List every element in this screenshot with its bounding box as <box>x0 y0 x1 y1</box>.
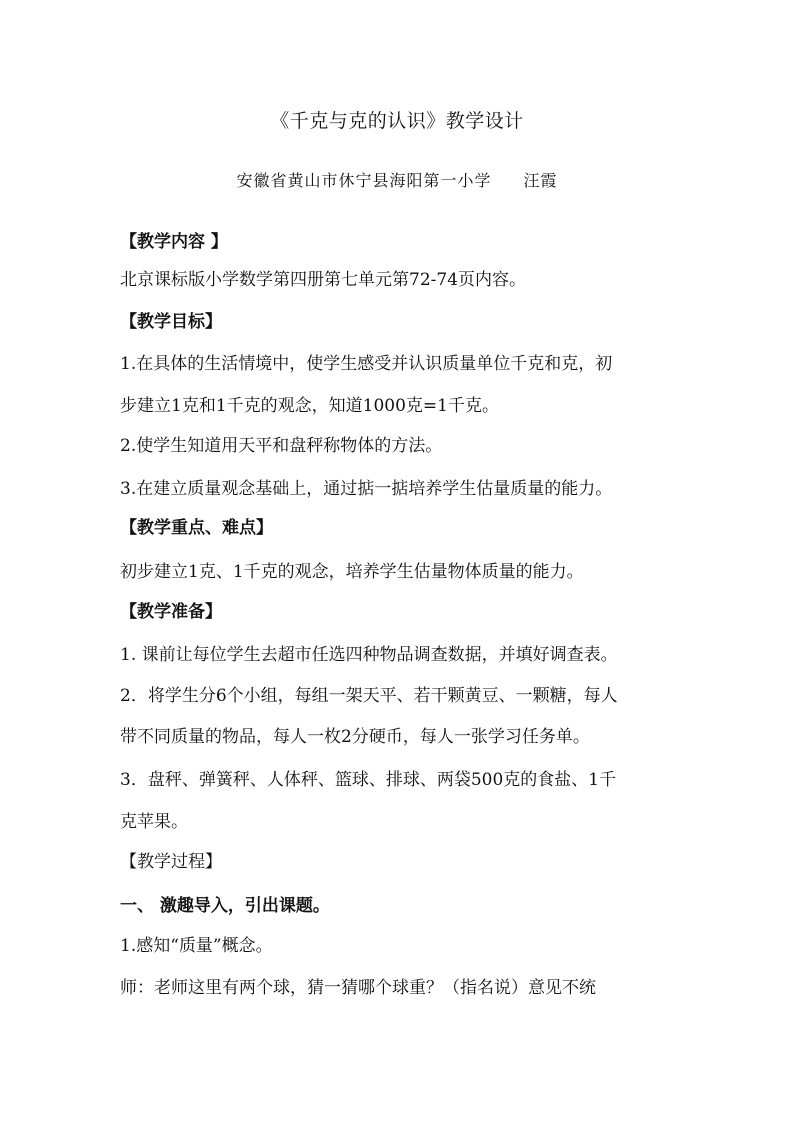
author-name: 汪霞 <box>523 171 558 190</box>
paragraph-line: 2.使学生知道用天平和盘秤称物体的方法。 <box>120 436 443 456</box>
paragraph-line: 带不同质量的物品，每人一枚2分硬币，每人一张学习任务单。 <box>120 727 590 747</box>
section-heading: 一、 激趣导入，引出课题。 <box>120 896 330 916</box>
heading-process: 【教学过程】 <box>120 852 222 872</box>
author-school: 安徽省黄山市休宁县海阳第一小学 <box>236 171 492 190</box>
paragraph-line: 3.在建立质量观念基础上，通过掂一掂培养学生估量质量的能力。 <box>120 479 613 499</box>
paragraph-line: 步建立1克和1千克的观念，知道1000克=1千克。 <box>120 396 499 416</box>
paragraph-line: 1.在具体的生活情境中，使学生感受并认识质量单位千克和克，初 <box>120 354 613 374</box>
paragraph-line: 3．盘秤、弹簧秤、人体秤、篮球、排球、两袋500克的食盐、1千 <box>120 770 617 790</box>
heading-preparation: 【教学准备】 <box>120 602 222 622</box>
heading-content: 【教学内容 】 <box>120 232 228 252</box>
paragraph-line: 克苹果。 <box>120 812 188 832</box>
heading-key-points: 【教学重点、难点】 <box>120 518 273 538</box>
paragraph-line: 1.感知“质量”概念。 <box>120 936 273 956</box>
paragraph-line: 1. 课前让每位学生去超市任选四种物品调查数据，并填好调查表。 <box>120 645 618 665</box>
paragraph-line: 北京课标版小学数学第四册第七单元第72-74页内容。 <box>120 270 527 290</box>
paragraph-line: 2．将学生分6个小组，每组一架天平、若干颗黄豆、一颗糖，每人 <box>120 686 618 706</box>
author-line <box>0 168 794 191</box>
heading-objectives: 【教学目标】 <box>120 312 222 332</box>
paragraph-line: 初步建立1克、1千克的观念，培养学生估量物体质量的能力。 <box>120 562 584 582</box>
paragraph-line: 师：老师这里有两个球，猜一猜哪个球重？（指名说）意见不统 <box>120 978 596 998</box>
document-title: 《千克与克的认识》教学设计 <box>270 110 524 132</box>
